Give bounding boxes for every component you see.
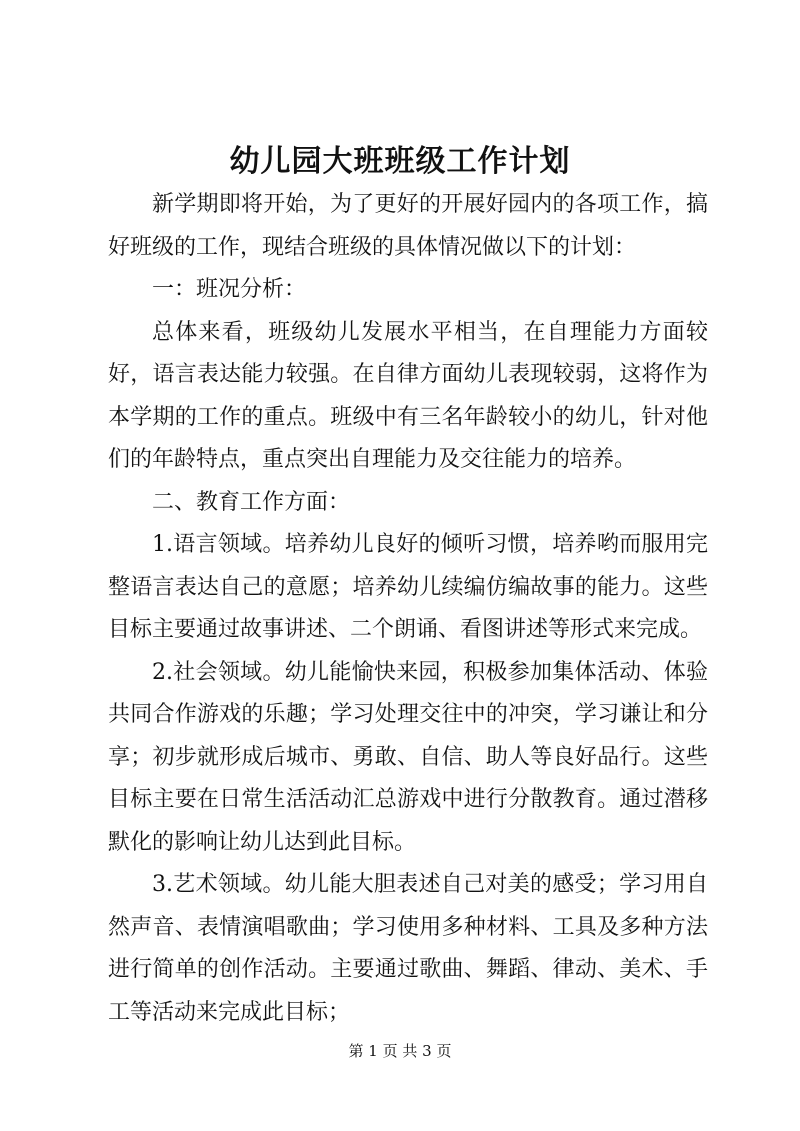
social-domain-paragraph: 2.社会领域。幼儿能愉快来园，积极参加集体活动、体验共同合作游戏的乐趣；学习处理交往中的冲突，学习谦让和分享；初步就形成后城市、勇敢、自信、助人等良好品行。这些目标主要在日常生活活动汇总游戏中进行分散教育。通过潜移默化的影响让幼儿达到此目标。 (108, 659, 708, 855)
language-domain-paragraph: 1.语言领域。培养幼儿良好的倾听习惯，培养哟而服用完整语言表达自己的意愿；培养幼儿续编仿编故事的能力。这些目标主要通过故事讲述、二个朗诵、看图讲述等形式来完成。 (108, 532, 708, 642)
art-domain-paragraph: 3.艺术领域。幼儿能大胆表述自己对美的感受；学习用自然声音、表情演唱歌曲；学习使用多种材料、工具及多种方法进行简单的创作活动。主要通过歌曲、舞蹈、律动、美术、手工等活动来完成此目标； (108, 872, 708, 1025)
document-title: 幼儿园大班班级工作计划 (229, 144, 571, 179)
intro-paragraph: 新学期即将开始，为了更好的开展好园内的各项工作，搞好班级的工作，现结合班级的具体情况做以下的计划： (108, 192, 708, 260)
section-heading-education-work: 二、教育工作方面： (152, 489, 351, 515)
page-number-footer: 第 1 页 共 3 页 (348, 1042, 452, 1060)
document-body (108, 184, 708, 1034)
section-heading-class-analysis: 一：班况分析： (152, 277, 307, 302)
class-analysis-paragraph: 总体来看，班级幼儿发展水平相当，在自理能力方面较好，语言表达能力较强。在自律方面幼儿表现较弱，这将作为本学期的工作的重点。班级中有三名年龄较小的幼儿，针对他们的年龄特点，重点突出自理能力及交往能力的培养。 (108, 319, 708, 472)
